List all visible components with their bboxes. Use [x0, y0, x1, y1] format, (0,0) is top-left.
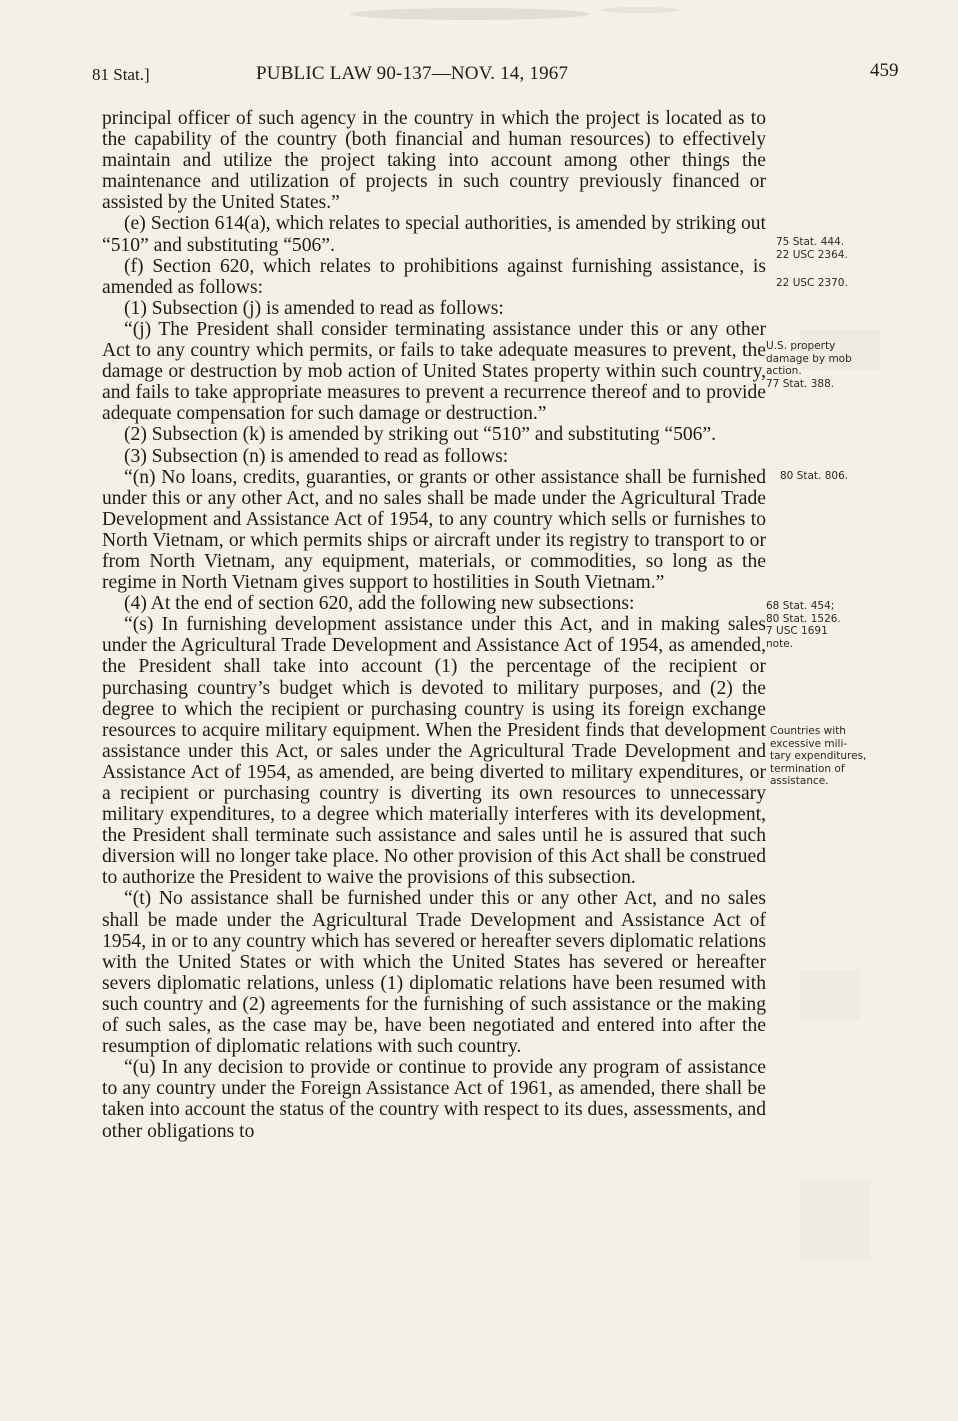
paragraph: principal officer of such agency in the country in which the project is located as to the capability of the country (both financial and human resources) to effectively maintain and utilize the project taking into account among other things the maintenance and utilization of projects in such country previously financed or assisted by the United States.”: [102, 108, 766, 214]
paragraph: “(s) In furnishing development assistance under this Act, and in making sales under the Agricultural Trade Development and Assistance Act of 1954, as amended, the President shall take into account (1) the percentage of the recipient or purchasing country’s budget which is devoted to military purposes, and (2) the degree to which the recipient or purchasing country is using its foreign exchange resources to acquire military equipment. When the President finds that development assistance under this Act, or sales under the Agricultural Trade Development and Assistance Act of 1954, as amended, are being diverted to military expenditures, or a recipient or purchasing country is diverting its own resources to unnecessary military expenditures, to a degree which materially interferes with its development, the President shall terminate such assistance and sales until he is assured that such diversion will no longer take place. No other provision of this Act shall be construed to authorize the President to waive the provisions of this subsection.: [102, 614, 766, 889]
paragraph: (e) Section 614(a), which relates to special authorities, is amended by striking out “510” and substituting “506”.: [102, 213, 766, 256]
running-header: [92, 60, 912, 90]
paragraph: “(n) No loans, credits, guaranties, or grants or other assistance shall be furnished under this or any other Act, and no sales shall be made under the Agricultural Trade Development and Assistance Act of 1954, to any country which sells or furnishes to North Vietnam, or which permits ships or aircraft under its registry to transport to or from North Vietnam, any equipment, materials, or commodities, so long as the regime in North Vietnam gives support to hostilities in South Vietnam.”: [102, 466, 766, 594]
paragraph: “(t) No assistance shall be furnished under this or any other Act, and no sales shall be made under the Agricultural Trade Development and Assistance Act of 1954, in or to any country which has severed or hereafter severs diplomatic relations with the United States or with which the United States has severed or hereafter severs diplomatic relations, unless (1) diplomatic relations have been resumed with such country and (2) agreements for the furnishing of such assistance or the making of such sales, as the case may be, have been negotiated and entered into after the resumption of diplomatic relations with such country.: [102, 888, 766, 1058]
paragraph: (1) Subsection (j) is amended to read as follows:: [124, 297, 504, 319]
margin-citation: 75 Stat. 444. 22 USC 2364.: [776, 236, 848, 261]
paragraph: (3) Subsection (n) is amended to read as follows:: [124, 445, 509, 467]
body-text: [102, 108, 766, 1142]
margin-citation: 68 Stat. 454; 80 Stat. 1526. 7 USC 1691 note.: [766, 600, 841, 650]
law-title: PUBLIC LAW 90-137—NOV. 14, 1967: [256, 63, 569, 84]
margin-citation: 22 USC 2370.: [776, 277, 848, 289]
paragraph: (2) Subsection (k) is amended by striking out “510” and substituting “506”.: [124, 424, 717, 446]
paragraph: “(j) The President shall consider terminating assistance under this or any other Act to any country which permits, or fails to take adequate measures to prevent, the damage or destruction by mob action of United States property within such country, and fails to take appropriate measures to prevent a recurrence thereof and to provide adequate compensation for such damage or destruction.”: [102, 318, 766, 425]
paragraph: “(u) In any decision to provide or continue to provide any program of assistance to any country under the Foreign Assistance Act of 1961, as amended, there shall be taken into account the status of the country with respect to its dues, assessments, and other obligations to: [102, 1057, 766, 1142]
volume-reference: 81 Stat.]: [92, 65, 150, 84]
paragraph: (4) At the end of section 620, add the following new subsections:: [124, 593, 635, 615]
page-number: 459: [870, 60, 899, 81]
margin-note-military-expenditures: Countries with excessive mili- tary expenditures, termination of assistance.: [770, 725, 867, 787]
paragraph: (f) Section 620, which relates to prohibitions against furnishing assistance, is amended as follows:: [102, 255, 766, 298]
margin-citation: 80 Stat. 806.: [780, 470, 849, 482]
margin-note-property-damage: U.S. property damage by mob action. 77 Stat. 388.: [766, 340, 852, 390]
